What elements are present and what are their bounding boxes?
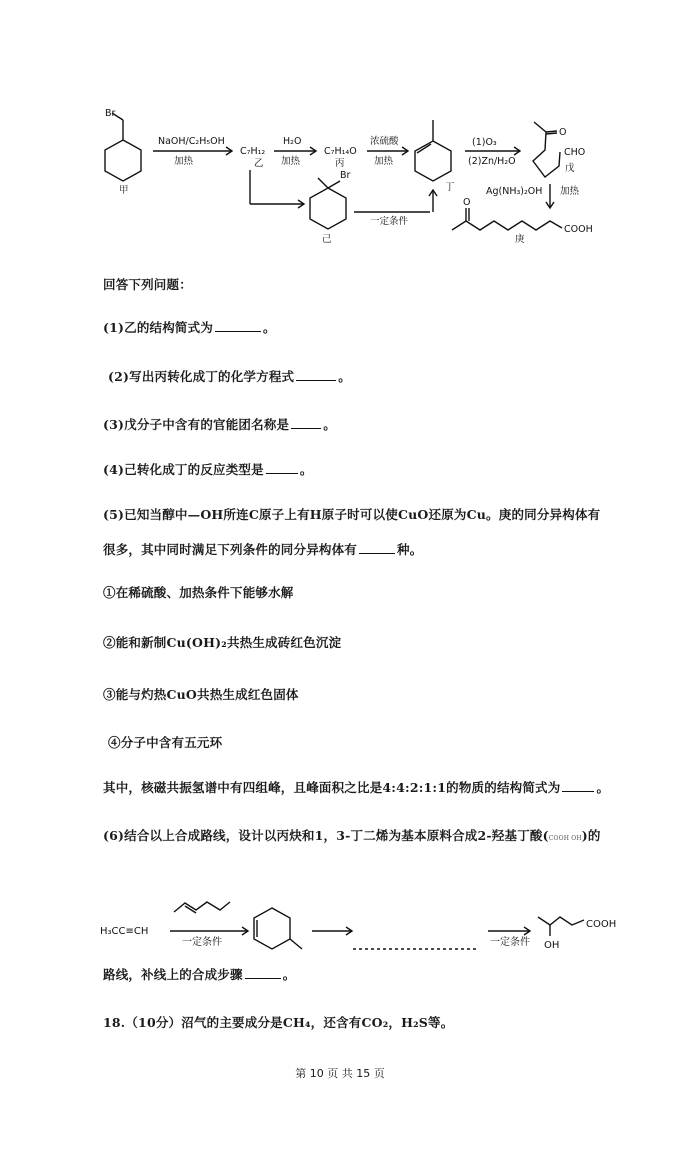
label-reagent1: NaOH/C₂H₅OH [158, 136, 225, 147]
label-cond3: 加热 [374, 156, 394, 167]
label-cond2: 加热 [281, 156, 301, 167]
synthesis-route [0, 890, 680, 970]
label-reagent4b: (2)Zn/H₂O [468, 156, 516, 167]
label-br-ji: Br [340, 170, 351, 181]
ring-route [254, 908, 290, 949]
synthesis-scheme [0, 0, 680, 250]
label-wu: 戊 [565, 163, 575, 174]
route-cond-b: 一定条件 [490, 937, 530, 948]
label-wu-o: O [559, 127, 567, 138]
label-cond5: 加热 [560, 186, 580, 197]
answer-blank-2 [296, 368, 336, 381]
route-product-oh: OH [544, 940, 560, 951]
route-tail: 路线，补线上的合成步骤 。 [103, 967, 296, 982]
label-bing-formula: C₇H₁₄O [324, 146, 357, 157]
answer-blank-6 [245, 966, 281, 979]
ring-ding [415, 141, 451, 181]
condition-4: ④分子中含有五元环 [108, 735, 223, 750]
label-cond6: 一定条件 [370, 216, 409, 227]
ring-ji [310, 188, 346, 229]
condition-1: ①在稀硫酸、加热条件下能够水解 [103, 585, 294, 600]
route-start: H₃CC≡CH [100, 926, 149, 937]
answer-blank-3 [291, 416, 321, 429]
label-geng-o: O [463, 197, 471, 208]
label-bing: 丙 [335, 158, 345, 169]
label-reagent2: H₂O [283, 136, 302, 147]
condition-3: ③能与灼热CuO共热生成红色固体 [103, 687, 299, 702]
question-2: (2)写出丙转化成丁的化学方程式 。 [108, 369, 351, 384]
question-5-line2: 很多，其中同时满足下列条件的同分异构体有 种。 [103, 542, 423, 557]
label-reagent3: 浓硫酸 [370, 136, 399, 147]
question-5-line1: (5)已知当醇中—OH所连C原子上有H原子时可以使CuO还原为Cu。庚的同分异构体有 [103, 507, 601, 522]
label-br-jia: Br [105, 108, 116, 119]
label-reagent4a: (1)O₃ [472, 137, 497, 148]
butadiene [174, 902, 230, 912]
question-3: (3)戊分子中含有的官能团名称是 。 [103, 417, 336, 432]
label-reagent5: Ag(NH₃)₂OH [486, 186, 543, 197]
question-18: 18.（10分）沼气的主要成分是CH₄，还含有CO₂，H₂S等。 [103, 1015, 454, 1030]
route-product-cooh: COOH [586, 919, 617, 930]
question-4: (4)己转化成丁的反应类型是 。 [103, 462, 313, 477]
label-yi: 乙 [254, 158, 264, 169]
question-6: (6)结合以上合成路线，设计以丙炔和1，3-丁二烯为基本原料合成2-羟基丁酸(COOH OH)的 [103, 828, 601, 843]
label-geng: 庚 [515, 234, 525, 245]
nmr-line: 其中，核磁共振氢谱中有四组峰，且峰面积之比是4:4:2:1:1的物质的结构简式为 。 [103, 780, 610, 795]
answer-blank-nmr [562, 779, 594, 792]
label-yi-formula: C₇H₁₂ [240, 146, 266, 157]
answer-blank-1 [215, 319, 261, 332]
label-ding: 丁 [445, 182, 455, 193]
chain-geng [452, 221, 562, 230]
chain-wu [533, 122, 560, 177]
label-jia: 甲 [119, 185, 129, 196]
condition-2: ②能和新制Cu(OH)₂共热生成砖红色沉淀 [103, 635, 342, 650]
intro-line: 回答下列问题： [103, 277, 192, 292]
label-cond1: 加热 [174, 156, 194, 167]
route-cond-a: 一定条件 [182, 937, 222, 948]
label-ji: 己 [322, 234, 332, 245]
ring-jia [105, 140, 141, 181]
inline-structure-cooh: COOH [548, 835, 570, 842]
label-wu-cho: CHO [564, 147, 586, 158]
answer-blank-5 [359, 541, 395, 554]
page-footer: 第 10 页 共 15 页 [295, 1067, 385, 1080]
inline-structure-oh: OH [571, 835, 582, 842]
answer-blank-4 [266, 461, 298, 474]
route-product [538, 917, 584, 925]
question-1: (1)乙的结构简式为 。 [103, 320, 276, 335]
label-geng-cooh: COOH [564, 224, 593, 235]
